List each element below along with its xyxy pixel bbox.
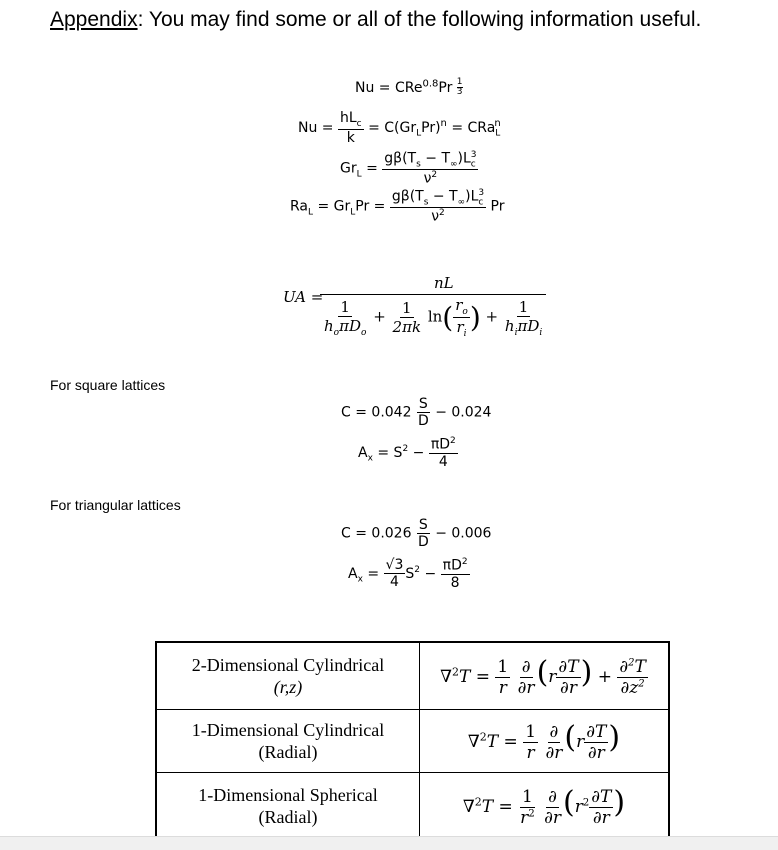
appendix-heading-rest: : You may find some or all of the following information useful. [137, 8, 702, 31]
rayleigh-equation: $Ra_L = Gr_LPr$ = $\frac{g\beta(T_s - T_\infty)L_c^3}{\nu^2}$ Pr [290, 188, 505, 226]
table-row [156, 773, 669, 841]
square-area-equation: $A_x = S^2$ − $\frac{\pi D^2}{4}$ [358, 436, 456, 470]
nusselt-equation-1: Nu = CRe$^{0.8}$Pr $\frac{1}{3}$ [355, 77, 463, 97]
grashof-equation: $Gr_L$ = $\frac{g\beta(T_s - T_\infty)L_c^3}{\nu^2}$ [340, 150, 477, 188]
ua-equation-numerator: nL [434, 274, 454, 292]
square-lattices-label: For square lattices [50, 377, 166, 393]
ua-equation-denominator: $\frac{1}{h_o\pi D_o}$ + $\frac{1}{2\pi k}$ ln( $\frac{r_o}{r_i}$ ) + $\frac{1}{h_i\pi D_i}$ [324, 296, 543, 339]
ua-fraction-bar [320, 294, 546, 295]
laplacian-1d-spherical: ∇$^2$T = $\frac{1}{r^2}$ $\frac{\partial}{\partial r}$ ($r^2$ $\frac{\partial T}{\partial r}$ ) [420, 773, 670, 841]
triangular-lattices-label: For triangular lattices [50, 497, 181, 513]
laplacian-2d-cylindrical: ∇$^2$T = $\frac{1}{r}$ $\frac{\partial}{\partial r}$ (r $\frac{\partial T}{\partial r}$ ) + $\frac{\partial^2T}{\partial z^2}$ [420, 642, 670, 710]
appendix-heading-underlined: Appendix [50, 8, 138, 31]
nusselt-equation-2: Nu = $\frac{hL_c}{k}$ = $C(Gr_LPr)^n = CRa_L^n$ [298, 110, 501, 146]
triangular-c-equation: C = 0.026 $\frac{S}{D}$ − 0.006 [341, 517, 492, 550]
square-c-equation: C = 0.042 $\frac{S}{D}$ − 0.024 [341, 396, 492, 429]
ua-equation-lhs: UA = [283, 288, 324, 306]
triangular-area-equation: $A_x$ = $\frac{√3}{4}$ $S^2$ − $\frac{\pi D^2}{8}$ [348, 557, 468, 591]
appendix-heading [50, 8, 701, 32]
coordinate-system-cell: 1-Dimensional Spherical (Radial) [156, 773, 420, 841]
table-row [156, 642, 669, 710]
coordinate-system-cell: 1-Dimensional Cylindrical (Radial) [156, 710, 420, 773]
laplacian-table [155, 641, 670, 841]
horizontal-scrollbar-track[interactable] [0, 836, 778, 850]
laplacian-1d-cylindrical: ∇$^2$T = $\frac{1}{r}$ $\frac{\partial}{\partial r}$ (r $\frac{\partial T}{\partial r}$ ) [420, 710, 670, 773]
coordinate-system-cell: 2-Dimensional Cylindrical (r,z) [156, 642, 420, 710]
table-row [156, 710, 669, 773]
